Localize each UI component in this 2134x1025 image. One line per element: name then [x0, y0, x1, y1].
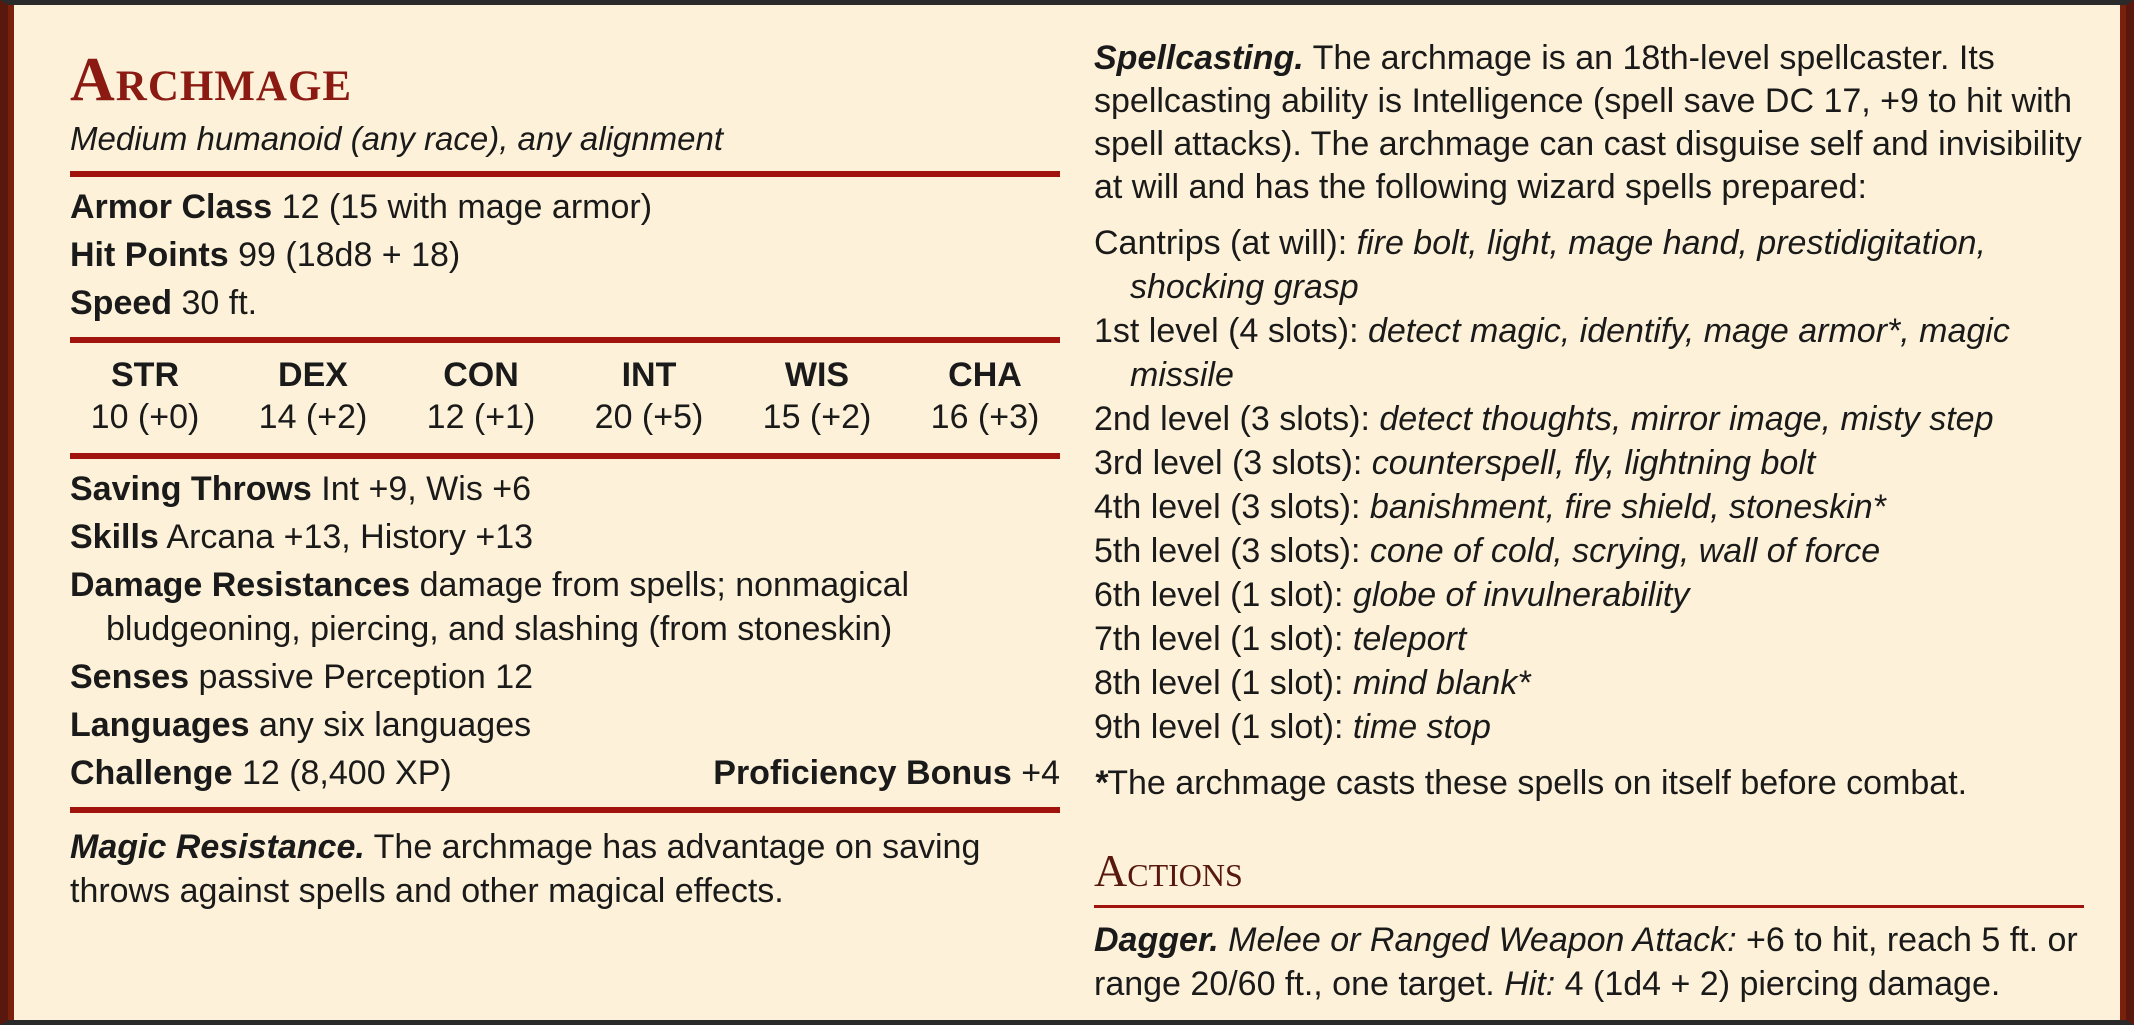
saving-throws-value: Int +9, Wis +6: [321, 470, 532, 508]
languages: [70, 703, 1060, 747]
ability-score: 20 (+5): [594, 398, 704, 436]
trait-name: Spellcasting.: [1094, 39, 1304, 77]
monster-type-line: Medium humanoid (any race), any alignment: [70, 120, 723, 157]
spell-level-label: 7th level (1 slot):: [1094, 620, 1344, 658]
ability-dex: [238, 353, 388, 437]
damage-resistances-label: Damage Resistances: [70, 566, 411, 604]
spell-level-label: 8th level (1 slot):: [1094, 664, 1344, 702]
trait-name: Magic Resistance.: [70, 828, 365, 866]
spell-names: detect thoughts, mirror image, misty step: [1379, 400, 1994, 438]
spell-names: globe of invulnerability: [1352, 576, 1690, 614]
ability-name: INT: [621, 356, 677, 394]
senses-value: passive Perception 12: [198, 658, 534, 696]
ability-score: 12 (+1): [426, 398, 536, 436]
spell-level-row: [1094, 705, 2084, 749]
ability-name: DEX: [278, 356, 348, 394]
challenge: [70, 751, 452, 795]
ability-name: CON: [443, 356, 519, 394]
trait-text: The archmage has advantage on saving throws against spells and other magical effects.: [70, 828, 981, 910]
attack-type: Melee or Ranged Weapon Attack:: [1228, 921, 1737, 959]
spell-level-label: 1st level (4 slots):: [1094, 312, 1359, 350]
saving-throws-label: Saving Throws: [70, 470, 312, 508]
actions-heading: Actions: [1094, 845, 2084, 908]
ability-scores: [70, 351, 1060, 441]
ability-cha: [910, 353, 1060, 437]
divider: [70, 807, 1060, 813]
damage-resistances: [70, 563, 1060, 651]
divider: [70, 337, 1060, 343]
attack-text: +6 to hit, reach 5 ft. or range 20/60 ft., one target.: [1094, 921, 2078, 1003]
speed-value: 30 ft.: [181, 284, 258, 322]
spell-level-row: [1094, 309, 2084, 397]
spell-names: detect magic, identify, mage armor*, magic missile: [1130, 312, 2010, 394]
footnote-text: The archmage casts these spells on itself before combat.: [1107, 764, 1968, 802]
spell-names: mind blank*: [1352, 664, 1531, 702]
divider: [70, 453, 1060, 459]
hit-points-label: Hit Points: [70, 236, 229, 274]
hit-points: [70, 233, 1060, 277]
proficiency-bonus: [713, 751, 1060, 795]
languages-value: any six languages: [258, 706, 532, 744]
ability-con: [406, 353, 556, 437]
monster-name: Archmage: [70, 46, 353, 114]
proficiency-value: +4: [1021, 754, 1060, 792]
spell-level-label: Cantrips (at will):: [1094, 224, 1348, 262]
spell-level-row: [1094, 485, 2084, 529]
proficiency-label: Proficiency Bonus: [713, 754, 1012, 792]
spell-level-row: [1094, 661, 2084, 705]
footnote-star: *: [1094, 764, 1108, 802]
spell-level-label: 6th level (1 slot):: [1094, 576, 1344, 614]
trait-spellcasting: [1094, 37, 2084, 209]
ability-int: [574, 353, 724, 437]
spell-level-label: 2nd level (3 slots):: [1094, 400, 1370, 438]
skills: [70, 515, 1060, 559]
spell-names: fire bolt, light, mage hand, prestidigitation, shocking grasp: [1130, 224, 1986, 306]
senses-label: Senses: [70, 658, 190, 696]
armor-class-value: 12 (15 with mage armor): [281, 188, 653, 226]
challenge-label: Challenge: [70, 754, 233, 792]
languages-label: Languages: [70, 706, 250, 744]
right-column: [1094, 37, 2084, 1006]
ability-score: 14 (+2): [258, 398, 368, 436]
spell-names: counterspell, fly, lightning bolt: [1371, 444, 1816, 482]
spell-level-row: [1094, 221, 2084, 309]
ability-score: 15 (+2): [762, 398, 872, 436]
challenge-value: 12 (8,400 XP): [241, 754, 452, 792]
ability-score: 16 (+3): [930, 398, 1040, 436]
spell-names: banishment, fire shield, stoneskin*: [1369, 488, 1886, 526]
spell-level-row: [1094, 529, 2084, 573]
left-column: [70, 45, 1060, 913]
challenge-row: [70, 751, 1060, 795]
spell-level-label: 5th level (3 slots):: [1094, 532, 1361, 570]
spell-level-row: [1094, 397, 2084, 441]
ability-name: STR: [111, 356, 179, 394]
speed-label: Speed: [70, 284, 173, 322]
senses: [70, 655, 1060, 699]
spell-names: cone of cold, scrying, wall of force: [1369, 532, 1881, 570]
trait-text: The archmage is an 18th-level spellcaster. Its spellcasting ability is Intelligence (spell save DC 17, +9 to hit with spell attacks). The archmage can cast disguise self and invisibility at will and has the following wizard spells prepared:: [1094, 39, 2082, 206]
spell-level-label: 3rd level (3 slots):: [1094, 444, 1363, 482]
ability-name: CHA: [948, 356, 1022, 394]
spell-level-label: 4th level (3 slots):: [1094, 488, 1361, 526]
hit-text: 4 (1d4 + 2) piercing damage.: [1564, 965, 2001, 1003]
hit-points-value: 99 (18d8 + 18): [238, 236, 461, 274]
spell-names: teleport: [1352, 620, 1467, 658]
armor-class: [70, 185, 1060, 229]
skills-value: Arcana +13, History +13: [166, 518, 534, 556]
trait-magic-resistance: [70, 825, 1060, 913]
divider: [70, 171, 1060, 177]
action-dagger: [1094, 918, 2084, 1006]
speed: [70, 281, 1060, 325]
spell-level-row: [1094, 617, 2084, 661]
damage-resistances-value: damage from spells; nonmagical bludgeoning, piercing, and slashing (from stoneskin): [106, 566, 910, 648]
spell-level-row: [1094, 441, 2084, 485]
spell-names: time stop: [1352, 708, 1491, 746]
hit-label: Hit:: [1504, 965, 1556, 1003]
ability-score: 10 (+0): [90, 398, 200, 436]
spell-footnote: [1094, 761, 2084, 805]
spell-list: [1094, 221, 2084, 749]
skills-label: Skills: [70, 518, 159, 556]
spell-level-label: 9th level (1 slot):: [1094, 708, 1344, 746]
spell-level-row: [1094, 573, 2084, 617]
ability-wis: [742, 353, 892, 437]
armor-class-label: Armor Class: [70, 188, 273, 226]
ability-str: [70, 353, 220, 437]
ability-name: WIS: [784, 356, 850, 394]
saving-throws: [70, 467, 1060, 511]
action-name: Dagger.: [1094, 921, 1219, 959]
